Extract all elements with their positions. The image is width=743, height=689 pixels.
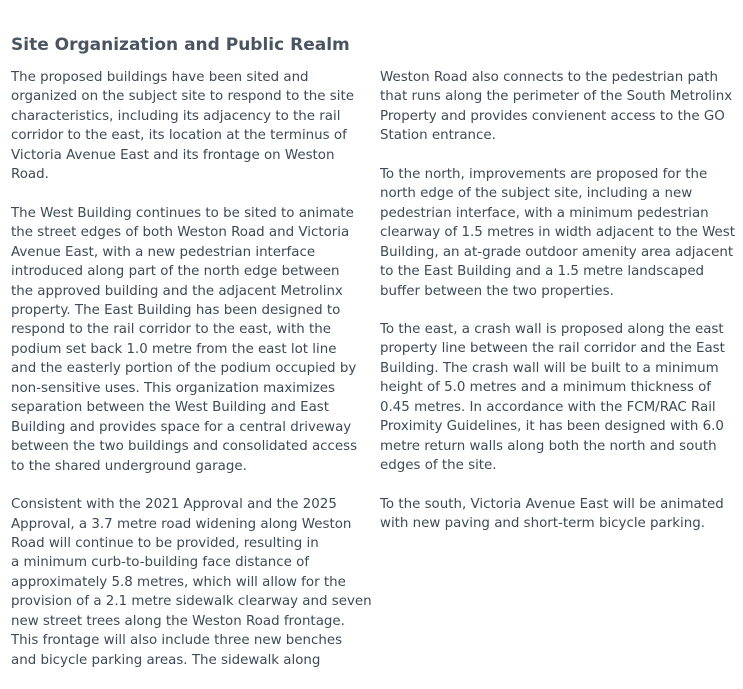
text-line: buffer between the two properties. xyxy=(380,283,614,299)
text-line: To the east, a crash wall is proposed along the east xyxy=(380,321,724,337)
text-line: height of 5.0 metres and a minimum thickness of xyxy=(380,380,711,396)
text-line: the street edges of both Weston Road and Victoria xyxy=(11,225,350,241)
text-line: corridor to the east, its location at the terminus of xyxy=(11,128,347,144)
text-line: between the two buildings and consolidated access xyxy=(11,439,358,455)
text-line: Building and provides space for a central driveway xyxy=(11,419,352,435)
text-line: This frontage will also include three new benches xyxy=(11,633,343,649)
text-line: Station entrance. xyxy=(380,128,496,144)
text-line: property line between the rail corridor and the East xyxy=(380,341,725,357)
text-line: The proposed buildings have been sited and xyxy=(11,70,309,85)
text-line: and the easterly portion of the podium occupied by xyxy=(11,361,357,377)
paragraph xyxy=(11,495,372,670)
text-line: pedestrian interface, with a minimum pedestrian xyxy=(380,205,709,221)
text-line: characteristics, including its adjacency to the rail xyxy=(11,108,341,124)
text-line: a minimum curb-to-building face distance of xyxy=(11,555,310,571)
text-line: Avenue East, with a new pedestrian interface xyxy=(11,244,316,260)
right-column xyxy=(380,68,736,553)
text-line: new street trees along the Weston Road frontage. xyxy=(11,613,345,629)
text-line: provision of a 2.1 metre sidewalk clearway and seven xyxy=(11,594,372,610)
text-line: Road. xyxy=(11,167,49,183)
text-line: introduced along part of the north edge between xyxy=(11,264,340,280)
text-line: The West Building continues to be sited to animate xyxy=(11,205,354,221)
text-line: Proximity Guidelines, it has been designed with 6.0 xyxy=(380,419,724,435)
text-line: the approved building and the adjacent Metrolinx xyxy=(11,283,343,299)
text-line: that runs along the perimeter of the South Metrolinx xyxy=(380,89,733,105)
text-line: Approval, a 3.7 metre road widening along Weston xyxy=(11,516,352,532)
text-line: separation between the West Building and East xyxy=(11,400,330,416)
text-line: 0.45 metres. In accordance with the FCM/RAC Rail xyxy=(380,399,716,415)
text-line: non-sensitive uses. This organization maximizes xyxy=(11,380,336,396)
paragraph xyxy=(380,495,736,534)
paragraph xyxy=(11,68,363,185)
text-line: Consistent with the 2021 Approval and the 2025 xyxy=(11,497,337,513)
text-line: podium set back 1.0 metre from the east lot line xyxy=(11,341,337,357)
text-line: respond to the rail corridor to the east, with the xyxy=(11,322,331,338)
text-line: To the south, Victoria Avenue East will be animated xyxy=(380,496,724,512)
text-line: Property and provides convienent access to the GO xyxy=(380,108,725,124)
text-line: property. The East Building has been designed to xyxy=(11,302,341,318)
text-line: Building. The crash wall will be built to a minimum xyxy=(380,360,719,376)
text-line: Victoria Avenue East and its frontage on Weston xyxy=(11,147,335,163)
text-line: north edge of the subject site, including a new xyxy=(380,186,693,202)
text-line: approximately 5.8 metres, which will allow for the xyxy=(11,574,346,590)
paragraph xyxy=(11,204,363,476)
text-line: Building, an at-grade outdoor amenity area adjacent xyxy=(380,244,734,260)
paragraph xyxy=(380,165,736,301)
text-line: To the north, improvements are proposed for the xyxy=(380,166,708,182)
text-line: Weston Road also connects to the pedestrian path xyxy=(380,70,718,85)
paragraph xyxy=(380,320,736,476)
text-line: to the East Building and a 1.5 metre landscaped xyxy=(380,264,705,280)
text-line: Road will continue to be provided, resulting in xyxy=(11,535,319,551)
section-title: Site Organization and Public Realm xyxy=(11,35,350,55)
paragraph xyxy=(380,68,736,146)
text-line: and bicycle parking areas. The sidewalk along xyxy=(11,652,321,668)
left-column xyxy=(11,68,372,689)
text-line: metre return walls along both the north and south xyxy=(380,438,717,454)
text-line: to the shared underground garage. xyxy=(11,458,247,474)
text-line: clearway of 1.5 metres in width adjacent to the West xyxy=(380,225,736,241)
text-line: edges of the site. xyxy=(380,458,497,474)
text-line: with new paving and short-term bicycle parking. xyxy=(380,516,705,532)
text-line: organized on the subject site to respond to the site xyxy=(11,89,354,105)
